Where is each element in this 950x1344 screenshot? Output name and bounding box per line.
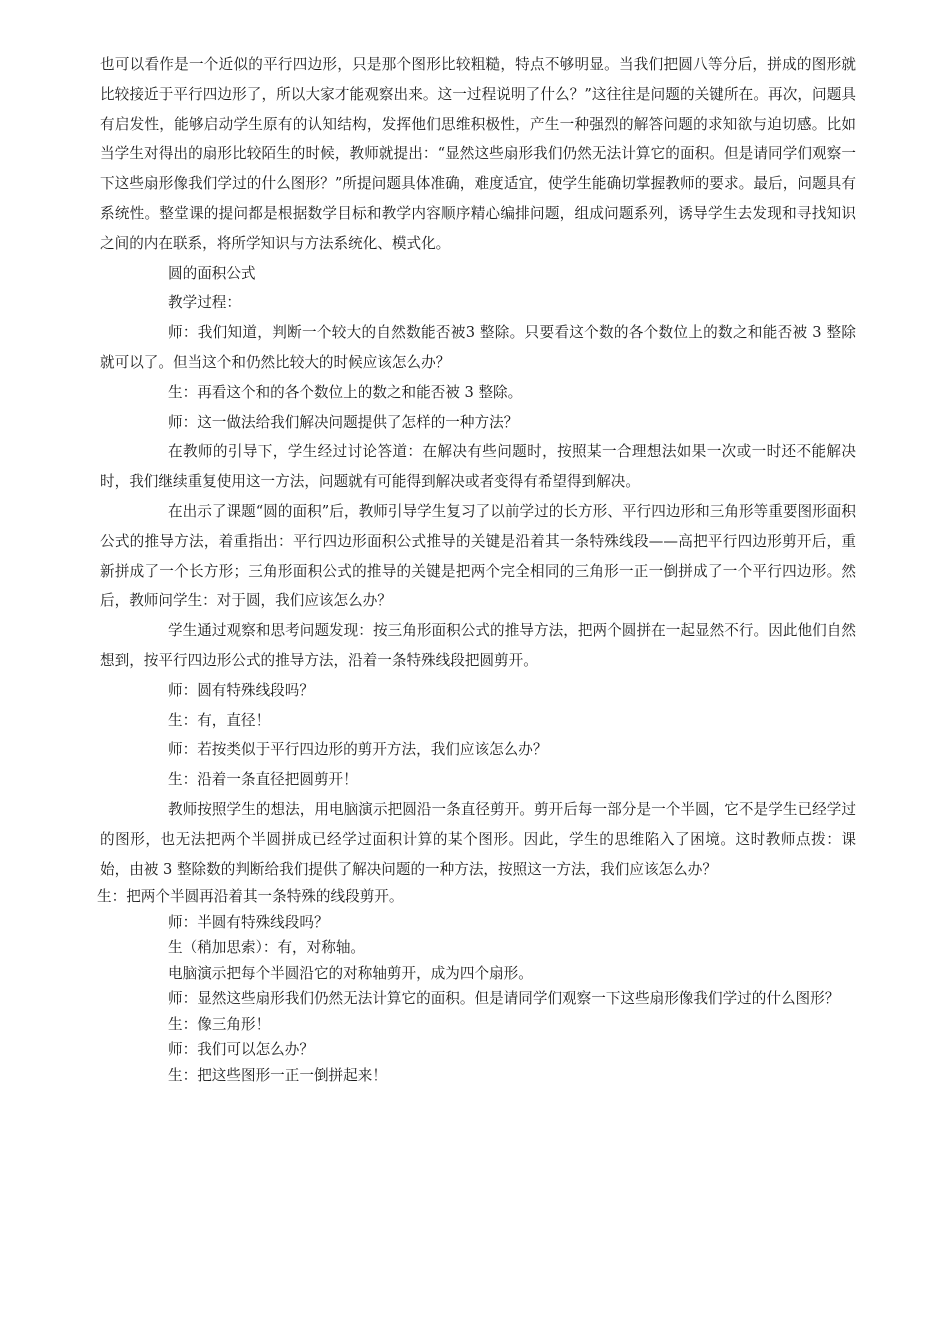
dialogue-paragraph: 师：半圆有特殊线段吗？	[168, 913, 329, 931]
dialogue-paragraph: 师：若按类似于平行四边形的剪开方法，我们应该怎么办？	[168, 741, 548, 759]
dialogue-paragraph: 师：圆有特殊线段吗？	[168, 681, 314, 699]
body-paragraph: 在出示了课题“圆的面积”后，教师引导学生复习了以前学过的长方形、平行四边形和三角形等重要图形面积公式的推导方法，着重指出：平行四边形面积公式推导的关键是沿着其一条特殊线段——高把平行四边形剪开后，重新拼成了一个长方形；三角形面积公式的推导的关键是把两个完全相同的三角形一正一倒拼成了一个平行四边形。然后，教师问学生：对于圆，我们应该怎么办？	[100, 502, 856, 610]
body-paragraph: 学生通过观察和思考问题发现：按三角形面积公式的推导方法，把两个圆拼在一起显然不行。因此他们自然想到，按平行四边形公式的推导方法，沿着一条特殊线段把圆剪开。	[100, 622, 856, 669]
body-paragraph: 电脑演示把每个半圆沿它的对称轴剪开，成为四个扇形。	[168, 964, 533, 982]
dialogue-paragraph: 师：我们可以怎么办？	[168, 1041, 314, 1059]
dialogue-paragraph: 生（稍加思索）：有，对称轴。	[168, 939, 366, 957]
body-paragraph: 教师按照学生的想法，用电脑演示把圆沿一条直径剪开。剪开后每一部分是一个半圆，它不是学生已经学过的图形，也无法把两个半圆拼成已经学过面积计算的某个图形。因此，学生的思维陷入了困境。这时教师点拨：课始，由被 3 整除数的判断给我们提供了解决问题的一种方法，按照这一方法，我们应该怎么办？	[100, 800, 856, 878]
dialogue-paragraph: 师：我们知道，判断一个较大的自然数能否被3 整除。只要看这个数的各个数位上的数之和能否被 3 整除就可以了。但当这个和仍然比较大的时候应该怎么办？	[100, 324, 856, 371]
dialogue-paragraph: 生：沿着一条直径把圆剪开！	[168, 771, 358, 789]
dialogue-paragraph: 生：再看这个和的各个数位上的数之和能否被 3 整除。	[168, 383, 523, 401]
process-label: 教学过程：	[168, 294, 241, 312]
body-paragraph: 在教师的引导下，学生经过讨论答道：在解决有些问题时，按照某一合理想法如果一次或一时还不能解决时，我们继续重复使用这一方法，问题就有可能得到解决或者变得有希望得到解决。	[100, 443, 856, 491]
dialogue-paragraph: 师：这一做法给我们解决问题提供了怎样的一种方法？	[168, 413, 519, 431]
dialogue-paragraph: 师：显然这些扇形我们仍然无法计算它的面积。但是请同学们观察一下这些扇形像我们学过的什么图形？	[168, 990, 840, 1008]
flush-dialogue-line: 生：把两个半圆再沿着其一条特殊的线段剪开。	[97, 888, 404, 906]
dialogue-paragraph: 生：像三角形！	[168, 1015, 271, 1033]
section-title: 圆的面积公式	[168, 264, 256, 282]
intro-paragraph: 也可以看作是一个近似的平行四边形，只是那个图形比较粗糙，特点不够明显。当我们把圆八等分后，拼成的图形就比较接近于平行四边形了，所以大家才能观察出来。这一过程说明了什么？”这往往是问题的关键所在。再次，问题具有启发性，能够启动学生原有的认知结构，发挥他们思维积极性，产生一种强烈的解答问题的求知欲与迫切感。比如当学生对得出的扇形比较陌生的时候，教师就提出：“显然这些扇形我们仍然无法计算它的面积。但是请同学们观察一下这些扇形像我们学过的什么图形？”所提问题具体准确，难度适宜，使学生能确切掌握教师的要求。最后，问题具有系统性。整堂课的提问都是根据数学目标和教学内容顺序精心编排问题，组成问题系列，诱导学生去发现和寻找知识之间的内在联系，将所学知识与方法系统化、模式化。	[100, 56, 856, 252]
document-page	[97, 50, 856, 1088]
dialogue-paragraph: 生：有，直径！	[168, 711, 271, 729]
dialogue-paragraph: 生：把这些图形一正一倒拼起来！	[168, 1066, 387, 1084]
